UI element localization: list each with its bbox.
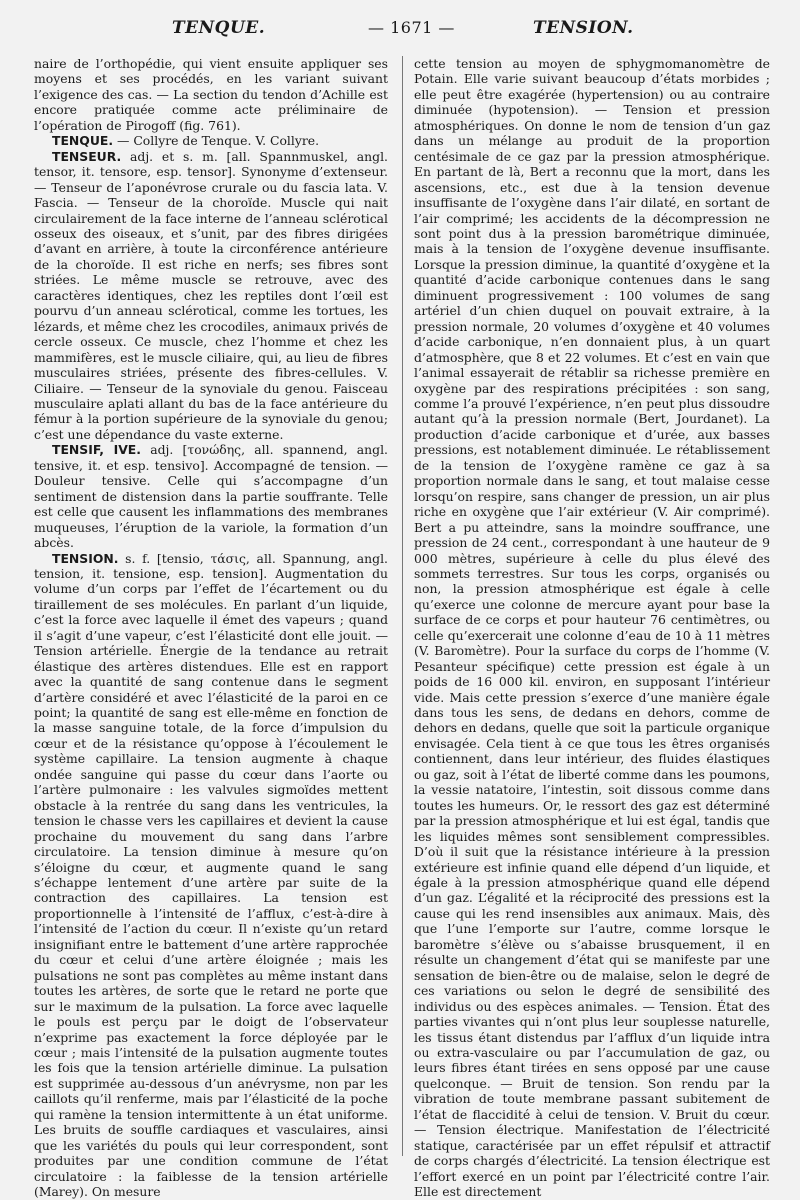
entry-headword: TENSEUR. [52,148,122,164]
entry-text: adj. et s. m. [all. Spannmuskel, angl. tensor, it. tensore, esp. tensor]. Synonyme d’extenseur. — Tenseur de l’aponévrose crurale ou du fascia lata. V. Fascia. — Tenseur de la choroïde. Muscle qui nait circulairement de la face interne de l’anneau sclérotical osseux des oiseaux, et s’unit, par des fibres dirigées d’avant en arrière, à toute la circonférence antérieure de la choroïde. Il est riche en nerfs; ses fibres sont striées. Le même muscle se retrouve, avec des caractères identiques, chez les reptiles dont l’œil est pourvu d’un anneau sclérotical, comme les tortues, les lézards, et même chez les crocodiles, animaux privés de cercle osseux. Ce muscle, chez l’homme et chez les mammifères, est le muscle ciliaire, qui, au lieu de fibres musculaires striées, présente des fibres-cellules. V. Ciliaire. — Tenseur de la synoviale du genou. Faisceau musculaire aplati allant du bas de la face antérieure du fémur à la portion supérieure de la synoviale du genou; c’est une dépendance du vaste externe. [34,148,388,442]
entry-headword: TENQUE. [52,133,114,149]
header-left-keyword: TENQUE. [172,18,266,38]
entry-continuation: cette tension au moyen de sphygmomanomètre de Potain. Elle varie suivant beaucoup d’états morbides ; elle peut être exagérée (hypertension) ou au contraire diminuée (hypotension). — Tension et pression atmosphériques. On donne le nom de tension d’un gaz dans un mélange au produit de la proportion centésimale de ce gaz par la pression atmosphérique. En partant de là, Bert a reconnu que la mort, dans les ascensions, etc., est due à la tension devenue insuffisante de l’oxygène dans l’air dilaté, en sortant de l’air comprimé; les accidents de la décompression ne sont point dus à la pression barométrique diminuée, mais à la tension de l’oxygène devenue insuffisante. Lorsque la pression diminue, la quantité d’oxygène et la quantité d’acide carbonique contenues dans le sang diminuent progressivement : 100 volumes de sang artériel d’un chien duquel on pouvait extraire, à la pression normale, 20 volumes d’oxygène et 40 volumes d’acide carbonique, n’en donnaient plus, à un quart d’atmosphère, que 8 et 22 volumes. Et c’est en vain que l’animal essayerait de rétablir sa richesse première en oxygène par des respirations précipitées : son sang, comme l’a prouvé l’expérience, n’en peut plus dissoudre autant qu’à la pression normale (Bert, Jourdanet). La production d’acide carbonique et d’urée, aux basses pressions, est notablement diminuée. Le rétablissement de la tension de l’oxygène ramène ce gaz à sa proportion normale dans le sang, et tout malaise cesse lorsqu’on respire, sans changer de pression, un air plus riche en oxygène que l’air extérieur (V. Air comprimé). Bert a pu atteindre, sans la moindre souffrance, une pression de 24 cent., correspondant à une hauteur de 9 000 mètres, supérieure à celle du plus élevé des sommets terrestres. Sur tous les corps, organisés ou non, la pression atmosphérique est égale à celle qu’exerce une colonne de mercure ayant pour base la surface de ce corps et pour hauteur 76 centimètres, ou celle qu’exercerait une colonne d’eau de 10 à 11 mètres (V. Baromètre). Pour la surface du corps de l’homme (V. Pesanteur spécifique) cette pression est égale à un poids de 16 000 kil. environ, en supposant l’intérieur vide. Mais cette pression s’exerce d’une manière égale dans tous les sens, de dedans en dehors, comme de dehors en dedans, quelle que soit la particule organique envisagée. Cela tient à ce que tous les êtres organisés contiennent, dans leur intérieur, des fluides élastiques ou gaz, soit à l’état de liberté comme dans les poumons, la vessie natatoire, l’intestin, soit dissous comme dans toutes les humeurs. Or, le ressort des gaz est déterminé par la pression atmosphérique et lui est égal, tandis que les liquides mêmes sont sensiblement compressibles. D’où il suit que la résistance intérieure à la pression extérieure est infinie quand elle dépend d’un liquide, et égale à la pression atmosphérique quand elle dépend d’un gaz. L’égalité et la réciprocité des pressions est la cause qui les rend insensibles aux animaux. Mais, dès que l’une l’emporte sur l’autre, comme lorsque le baromètre s’élève ou s’abaisse brusquement, il en résulte un changement d’état qui se manifeste par une sensation de bien-être ou de malaise, selon le degré de ces variations ou selon le degré de sensibilité des individus ou des espèces animales. — Tension. État des parties vivantes qui n’ont plus leur souplesse naturelle, les tissus étant distendus par l’afflux d’un liquide intra ou extra-vasculaire ou par l’accumulation de gaz, ou leurs fibres étant tirées en sens opposé par une cause quelconque. — Bruit de tension. Son rendu par la vibration de toute membrane passant subitement de l’état de flaccidité à celui de tension. V. Bruit du cœur. — Tension électrique. Manifestation de l’électricité statique, caractérisée par un effet répulsif et attractif de corps chargés d’électricité. La tension électrique est l’effort exercé en un point par l’électricité contre l’air. Elle est directement [414,56,770,1200]
entry-text: — Collyre de Tenque. V. Collyre. [113,133,320,149]
header-right-keyword: TENSION. [533,18,634,38]
entry-tenque [34,133,388,148]
entry-text: s. f. [tensio, τάσις, all. Spannung, angl. tension, it. tensione, esp. tension]. Augmentation du volume d’un corps par l’effet de l’écartement ou du tiraillement de ses molécules. En parlant d’un liquide, c’est la force avec laquelle il émet des vapeurs ; quand il s’agit d’une vapeur, c’est l’élasticité dont elle jouit. — Tension artérielle. Énergie de la tendance au retrait élastique des artères distendues. Elle est en rapport avec la quantité de sang contenue dans le segment d’artère considéré et avec l’élasticité de la paroi en ce point; la quantité de sang est elle-même en fonction de la masse sanguine totale, de la force d’impulsion du cœur et de la résistance qu’oppose à l’écoulement le système capillaire. La tension augmente à chaque ondée sanguine qui passe du cœur dans l’aorte ou l’artère pulmonaire : les valvules sigmoïdes mettent obstacle à la rentrée du sang dans les ventricules, la tension le chasse vers les capillaires et devient la cause prochaine du mouvement du sang dans l’arbre circulatoire. La tension diminue à mesure qu’on s’éloigne du cœur, et augmente quand le sang s’échappe lentement d’une artère par suite de la contraction des capillaires. La tension est proportionnelle à l’intensité de l’afflux, c’est-à-dire à l’intensité de l’action du cœur. Il n’existe qu’un retard insignifiant entre le battement d’une artère rapprochée du cœur et celui d’une artère éloignée ; mais les pulsations ne sont pas complètes au même instant dans toutes les artères, de sorte que le retard ne porte que sur le maximum de la pulsation. La force avec laquelle le pouls est perçu par le doigt de l’observateur n’exprime pas exactement la force déployée par le cœur ; mais l’intensité de la pulsation augmente toutes les fois que la tension artérielle diminue. La pulsation est supprimée au-dessous d’un anévrysme, non par les caillots qu’il renferme, mais par l’élasticité de la poche qui ramène la tension intermittente à un état uniforme. Les bruits de souffle cardiaques et vasculaires, ainsi que les variétés du pouls qui leur correspondent, sont produites par une condition commune de l’état circulatoire : la faiblesse de la tension artérielle (Marey). On mesure [34,550,388,1200]
page-number: — 1671 — [368,18,455,37]
entry-tenseur [34,149,388,443]
entry-headword: TENSION. [52,550,119,566]
column-divider [402,56,403,1156]
entry-tensif [34,442,388,550]
entry-text: adj. [τονώδης, all. spannend, angl. tensive, it. et esp. tensivo]. Accompagné de tension. — Douleur tensive. Celle qui s’accompagne d’un sentiment de distension dans la partie souffrante. Telle est celle que causent les inflammations des membranes muqueuses, l’éruption de la variole, la formation d’un abcès. [34,442,388,551]
left-column [34,56,388,1200]
entry-continuation: naire de l’orthopédie, qui vient ensuite appliquer ses moyens et ses procédés, en les variant suivant l’exigence des cas. — La section du tendon d’Achille est encore pratiquée comme acte préliminaire de l’opération de Pirogoff (fig. 761). [34,56,388,133]
page-header [0,18,800,48]
entry-tension [34,551,388,1200]
entry-headword: TENSIF, IVE. [52,442,141,458]
right-column [414,56,770,1200]
